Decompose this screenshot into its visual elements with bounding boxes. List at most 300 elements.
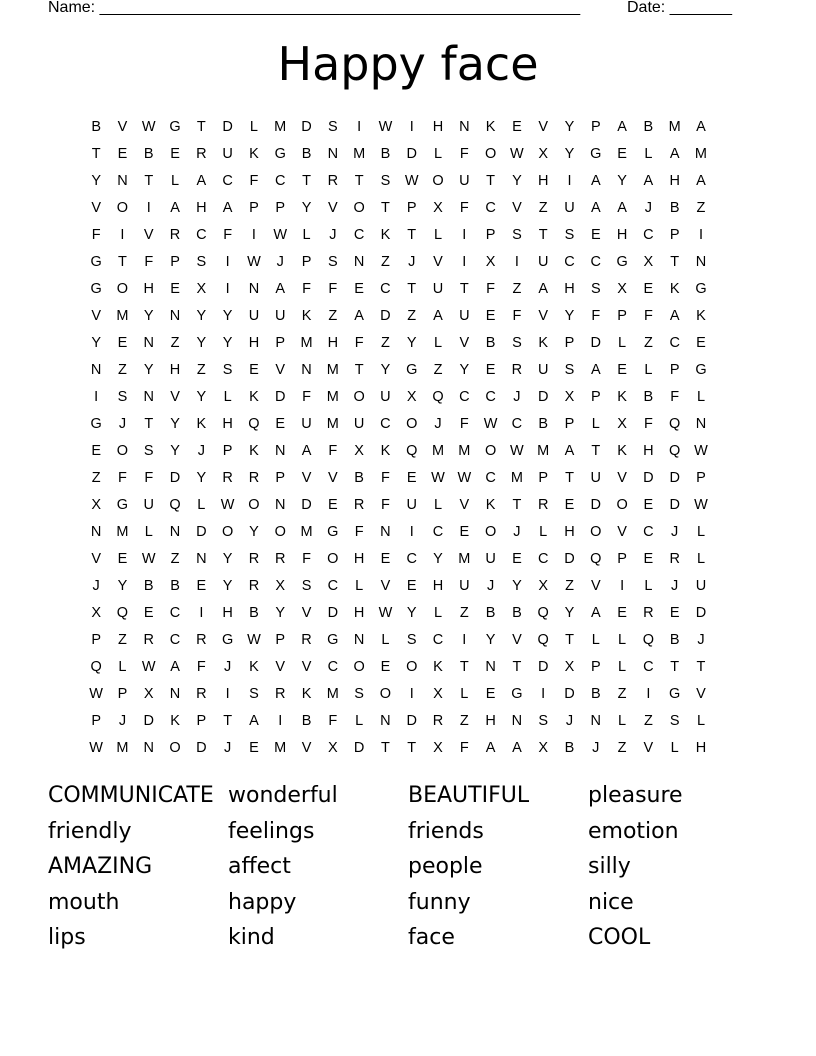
grid-letter[interactable]: F <box>302 281 311 297</box>
grid-letter[interactable]: E <box>643 497 654 513</box>
grid-letter[interactable]: R <box>353 497 365 513</box>
grid-letter[interactable]: W <box>273 227 288 243</box>
grid-letter[interactable]: E <box>485 362 496 378</box>
grid-letter[interactable]: E <box>196 578 207 594</box>
grid-letter[interactable]: C <box>169 632 181 648</box>
grid-letter[interactable]: L <box>618 659 627 675</box>
grid-letter[interactable]: Z <box>459 605 469 621</box>
grid-letter[interactable]: L <box>618 632 627 648</box>
grid-letter[interactable]: A <box>617 200 627 216</box>
grid-letter[interactable]: V <box>301 470 312 486</box>
grid-letter[interactable]: Y <box>196 308 207 324</box>
grid-letter[interactable]: N <box>274 497 286 513</box>
grid-letter[interactable]: E <box>696 335 706 351</box>
grid-letter[interactable]: K <box>301 686 312 702</box>
grid-letter[interactable]: V <box>512 632 522 648</box>
grid-letter[interactable]: C <box>327 659 339 675</box>
grid-letter[interactable]: J <box>197 443 205 459</box>
grid-letter[interactable]: P <box>196 713 207 729</box>
grid-letter[interactable]: O <box>353 659 365 675</box>
grid-letter[interactable]: S <box>512 335 522 351</box>
grid-letter[interactable]: S <box>301 578 312 594</box>
grid-letter[interactable]: Y <box>91 173 101 189</box>
grid-letter[interactable]: A <box>512 740 522 756</box>
grid-letter[interactable]: R <box>248 551 260 567</box>
grid-letter[interactable]: D <box>590 497 602 513</box>
grid-letter[interactable]: Y <box>301 200 312 216</box>
grid-letter[interactable]: Z <box>433 362 443 378</box>
grid-letter[interactable]: P <box>617 308 627 324</box>
grid-letter[interactable]: D <box>590 335 602 351</box>
grid-letter[interactable]: F <box>643 416 653 432</box>
grid-letter[interactable]: S <box>196 254 207 270</box>
grid-letter[interactable]: I <box>462 632 467 648</box>
grid-letter[interactable]: O <box>221 524 234 540</box>
grid-letter[interactable]: S <box>669 713 680 729</box>
grid-letter[interactable]: I <box>698 227 703 243</box>
grid-letter[interactable]: K <box>617 443 627 459</box>
grid-letter[interactable]: L <box>355 713 364 729</box>
grid-letter[interactable]: A <box>196 173 207 189</box>
grid-letter[interactable]: E <box>117 146 128 162</box>
grid-letter[interactable]: M <box>458 443 471 459</box>
grid-letter[interactable]: C <box>380 281 391 297</box>
grid-letter[interactable]: B <box>564 740 575 756</box>
grid-letter[interactable]: D <box>537 389 549 405</box>
grid-letter[interactable]: L <box>696 524 706 540</box>
grid-letter[interactable]: F <box>591 308 601 324</box>
grid-letter[interactable]: L <box>118 659 127 675</box>
grid-letter[interactable]: E <box>485 308 496 324</box>
grid-letter[interactable]: J <box>697 632 705 648</box>
grid-letter[interactable]: Y <box>433 551 443 567</box>
grid-letter[interactable]: L <box>197 497 206 513</box>
grid-letter[interactable]: H <box>669 173 680 189</box>
grid-letter[interactable]: C <box>643 524 654 540</box>
grid-letter[interactable]: O <box>116 200 129 216</box>
grid-letter[interactable]: S <box>354 686 364 702</box>
grid-letter[interactable]: C <box>459 389 470 405</box>
grid-letter[interactable]: T <box>223 713 233 729</box>
grid-letter[interactable]: I <box>409 524 414 540</box>
grid-letter[interactable]: J <box>92 578 100 594</box>
grid-letter[interactable]: B <box>170 578 180 594</box>
grid-letter[interactable]: F <box>459 200 469 216</box>
grid-letter[interactable]: V <box>301 605 312 621</box>
grid-letter[interactable]: K <box>380 443 391 459</box>
grid-letter[interactable]: N <box>169 308 181 324</box>
grid-letter[interactable]: K <box>249 443 259 459</box>
grid-letter[interactable]: R <box>301 632 312 648</box>
grid-letter[interactable]: V <box>275 659 286 675</box>
grid-letter[interactable]: J <box>513 524 521 540</box>
grid-letter[interactable]: F <box>328 443 338 459</box>
grid-letter[interactable]: J <box>671 524 679 540</box>
grid-letter[interactable]: H <box>695 740 707 756</box>
grid-letter[interactable]: L <box>302 227 311 243</box>
grid-letter[interactable]: G <box>90 281 102 297</box>
grid-letter[interactable]: Y <box>512 173 522 189</box>
grid-letter[interactable]: W <box>378 119 393 135</box>
grid-letter[interactable]: W <box>247 254 261 270</box>
grid-letter[interactable]: B <box>143 578 154 594</box>
grid-letter[interactable]: B <box>301 146 312 162</box>
grid-letter[interactable]: F <box>91 227 101 243</box>
grid-letter[interactable]: V <box>643 740 654 756</box>
grid-letter[interactable]: F <box>223 227 233 243</box>
grid-letter[interactable]: F <box>328 713 338 729</box>
grid-letter[interactable]: X <box>564 389 575 405</box>
grid-letter[interactable]: T <box>459 281 469 297</box>
grid-letter[interactable]: L <box>670 740 679 756</box>
grid-letter[interactable]: Y <box>170 443 180 459</box>
grid-letter[interactable]: T <box>354 362 364 378</box>
grid-letter[interactable]: Q <box>669 416 681 432</box>
grid-letter[interactable]: E <box>669 605 680 621</box>
grid-letter[interactable]: R <box>143 632 154 648</box>
grid-letter[interactable]: Q <box>669 443 681 459</box>
grid-letter[interactable]: Y <box>222 308 233 324</box>
grid-letter[interactable]: Z <box>91 470 101 486</box>
grid-letter[interactable]: K <box>538 335 549 351</box>
grid-letter[interactable]: U <box>301 416 312 432</box>
grid-letter[interactable]: W <box>457 470 472 486</box>
grid-letter[interactable]: Q <box>642 632 655 648</box>
grid-letter[interactable]: Y <box>275 605 286 621</box>
grid-letter[interactable]: P <box>617 551 627 567</box>
grid-letter[interactable]: I <box>146 200 151 216</box>
grid-letter[interactable]: Z <box>170 335 180 351</box>
grid-letter[interactable]: I <box>94 389 99 405</box>
grid-letter[interactable]: H <box>222 605 233 621</box>
grid-letter[interactable]: D <box>669 470 680 486</box>
grid-letter[interactable]: Z <box>328 308 338 324</box>
grid-letter[interactable]: K <box>301 308 312 324</box>
grid-letter[interactable]: S <box>538 713 549 729</box>
grid-letter[interactable]: X <box>91 497 101 513</box>
grid-letter[interactable]: P <box>696 470 706 486</box>
grid-letter[interactable]: U <box>380 389 391 405</box>
grid-letter[interactable]: N <box>327 146 339 162</box>
grid-letter[interactable]: M <box>668 119 681 135</box>
grid-letter[interactable]: Q <box>406 443 418 459</box>
grid-letter[interactable]: T <box>512 659 522 675</box>
grid-letter[interactable]: Z <box>643 713 653 729</box>
grid-letter[interactable]: F <box>302 389 311 405</box>
grid-letter[interactable]: C <box>274 173 286 189</box>
grid-letter[interactable]: V <box>459 497 470 513</box>
grid-letter[interactable]: U <box>590 470 602 486</box>
grid-letter[interactable]: K <box>485 119 496 135</box>
grid-letter[interactable]: V <box>459 335 470 351</box>
grid-letter[interactable]: S <box>222 362 233 378</box>
grid-letter[interactable]: Y <box>380 362 391 378</box>
grid-letter[interactable]: N <box>353 254 365 270</box>
grid-letter[interactable]: B <box>91 119 101 135</box>
grid-letter[interactable]: Y <box>564 308 575 324</box>
grid-letter[interactable]: V <box>696 686 706 702</box>
grid-letter[interactable]: V <box>538 308 549 324</box>
grid-letter[interactable]: J <box>224 659 232 675</box>
grid-letter[interactable]: D <box>301 119 312 135</box>
grid-letter[interactable]: P <box>564 416 575 432</box>
grid-letter[interactable]: N <box>169 686 181 702</box>
grid-letter[interactable]: E <box>249 740 259 756</box>
grid-letter[interactable]: C <box>222 173 233 189</box>
grid-letter[interactable]: V <box>380 578 391 594</box>
grid-letter[interactable]: E <box>117 551 128 567</box>
grid-letter[interactable]: Z <box>617 686 627 702</box>
grid-letter[interactable]: S <box>380 173 391 189</box>
grid-letter[interactable]: I <box>251 227 256 243</box>
grid-letter[interactable]: R <box>511 362 523 378</box>
grid-letter[interactable]: M <box>274 119 287 135</box>
grid-letter[interactable]: T <box>407 740 417 756</box>
grid-letter[interactable]: A <box>696 119 706 135</box>
grid-letter[interactable]: W <box>694 497 708 513</box>
grid-letter[interactable]: S <box>117 389 128 405</box>
grid-letter[interactable]: V <box>143 227 154 243</box>
grid-letter[interactable]: G <box>274 146 286 162</box>
grid-letter[interactable]: D <box>222 119 233 135</box>
grid-letter[interactable]: T <box>670 254 680 270</box>
grid-letter[interactable]: T <box>670 659 680 675</box>
grid-letter[interactable]: B <box>485 335 496 351</box>
grid-letter[interactable]: G <box>669 686 681 702</box>
grid-letter[interactable]: Y <box>406 335 417 351</box>
grid-letter[interactable]: F <box>302 551 311 567</box>
grid-letter[interactable]: M <box>326 686 339 702</box>
grid-letter[interactable]: T <box>196 119 206 135</box>
grid-letter[interactable]: F <box>118 470 127 486</box>
grid-letter[interactable]: L <box>618 335 627 351</box>
grid-letter[interactable]: T <box>407 227 417 243</box>
grid-letter[interactable]: H <box>485 713 496 729</box>
grid-letter[interactable]: X <box>617 416 627 432</box>
grid-letter[interactable]: K <box>669 281 680 297</box>
grid-letter[interactable]: G <box>90 254 102 270</box>
grid-letter[interactable]: C <box>590 254 602 270</box>
grid-letter[interactable]: Q <box>90 659 102 675</box>
grid-letter[interactable]: A <box>538 281 549 297</box>
grid-letter[interactable]: D <box>196 740 207 756</box>
grid-letter[interactable]: T <box>565 470 574 486</box>
grid-letter[interactable]: L <box>249 119 258 135</box>
grid-letter[interactable]: W <box>431 470 445 486</box>
grid-letter[interactable]: F <box>144 254 154 270</box>
grid-letter[interactable]: E <box>590 227 601 243</box>
grid-letter[interactable]: O <box>590 524 602 540</box>
grid-letter[interactable]: E <box>143 605 154 621</box>
grid-letter[interactable]: S <box>512 227 522 243</box>
grid-letter[interactable]: C <box>432 632 444 648</box>
grid-letter[interactable]: E <box>91 443 101 459</box>
grid-letter[interactable]: C <box>643 227 654 243</box>
grid-letter[interactable]: M <box>537 443 550 459</box>
grid-letter[interactable]: F <box>459 146 469 162</box>
grid-letter[interactable]: G <box>169 119 181 135</box>
grid-letter[interactable]: B <box>512 605 522 621</box>
grid-letter[interactable]: Y <box>196 470 207 486</box>
grid-letter[interactable]: T <box>144 173 154 189</box>
grid-letter[interactable]: I <box>462 254 467 270</box>
grid-letter[interactable]: Y <box>222 551 233 567</box>
grid-letter[interactable]: X <box>538 578 549 594</box>
grid-letter[interactable]: Y <box>485 632 496 648</box>
grid-letter[interactable]: Z <box>565 578 574 594</box>
grid-letter[interactable]: N <box>380 524 391 540</box>
grid-letter[interactable]: N <box>117 173 128 189</box>
grid-letter[interactable]: A <box>249 713 259 729</box>
grid-letter[interactable]: T <box>696 659 706 675</box>
grid-letter[interactable]: S <box>143 443 154 459</box>
grid-letter[interactable]: F <box>249 173 259 189</box>
grid-letter[interactable]: E <box>617 362 627 378</box>
grid-letter[interactable]: Y <box>143 308 154 324</box>
grid-letter[interactable]: M <box>116 524 129 540</box>
grid-letter[interactable]: B <box>669 632 680 648</box>
grid-letter[interactable]: C <box>196 227 207 243</box>
grid-letter[interactable]: X <box>143 686 154 702</box>
grid-letter[interactable]: J <box>671 578 679 594</box>
grid-letter[interactable]: A <box>170 659 180 675</box>
grid-letter[interactable]: I <box>120 227 125 243</box>
grid-letter[interactable]: W <box>220 497 235 513</box>
grid-letter[interactable]: V <box>617 470 627 486</box>
grid-letter[interactable]: P <box>170 254 180 270</box>
grid-letter[interactable]: E <box>617 605 627 621</box>
grid-letter[interactable]: S <box>590 281 601 297</box>
grid-letter[interactable]: R <box>222 470 233 486</box>
grid-letter[interactable]: R <box>196 146 207 162</box>
grid-letter[interactable]: L <box>696 551 706 567</box>
grid-letter[interactable]: L <box>460 686 469 702</box>
grid-letter[interactable]: N <box>143 335 154 351</box>
grid-letter[interactable]: T <box>302 173 311 189</box>
grid-letter[interactable]: U <box>274 308 286 324</box>
grid-letter[interactable]: T <box>144 416 154 432</box>
grid-letter[interactable]: K <box>380 227 391 243</box>
grid-letter[interactable]: N <box>274 443 286 459</box>
grid-letter[interactable]: Z <box>170 551 180 567</box>
grid-letter[interactable]: Z <box>617 740 627 756</box>
grid-letter[interactable]: O <box>406 416 418 432</box>
grid-letter[interactable]: O <box>116 443 129 459</box>
grid-letter[interactable]: N <box>380 713 391 729</box>
grid-letter[interactable]: E <box>117 335 128 351</box>
grid-letter[interactable]: I <box>409 686 414 702</box>
grid-letter[interactable]: V <box>91 308 101 324</box>
grid-letter[interactable]: J <box>513 389 521 405</box>
grid-letter[interactable]: N <box>353 632 365 648</box>
grid-letter[interactable]: T <box>459 659 469 675</box>
grid-letter[interactable]: T <box>91 146 101 162</box>
grid-letter[interactable]: V <box>301 659 312 675</box>
grid-letter[interactable]: E <box>643 281 654 297</box>
grid-letter[interactable]: C <box>327 578 339 594</box>
grid-letter[interactable]: O <box>432 173 444 189</box>
grid-letter[interactable]: P <box>564 335 575 351</box>
grid-letter[interactable]: A <box>564 443 575 459</box>
grid-letter[interactable]: W <box>89 740 103 756</box>
grid-letter[interactable]: P <box>485 227 496 243</box>
grid-letter[interactable]: P <box>275 335 286 351</box>
grid-letter[interactable]: F <box>328 281 338 297</box>
grid-letter[interactable]: Y <box>406 605 417 621</box>
grid-letter[interactable]: M <box>458 551 471 567</box>
grid-letter[interactable]: B <box>301 713 312 729</box>
grid-letter[interactable]: L <box>591 416 600 432</box>
grid-letter[interactable]: K <box>249 659 259 675</box>
grid-letter[interactable]: J <box>565 713 574 729</box>
grid-letter[interactable]: J <box>329 227 337 243</box>
grid-letter[interactable]: F <box>670 389 680 405</box>
grid-letter[interactable]: G <box>511 686 523 702</box>
grid-letter[interactable]: W <box>694 443 708 459</box>
grid-letter[interactable]: D <box>196 524 207 540</box>
grid-letter[interactable]: F <box>486 281 496 297</box>
grid-letter[interactable]: M <box>694 146 708 162</box>
grid-letter[interactable]: H <box>248 335 260 351</box>
grid-letter[interactable]: Y <box>222 578 233 594</box>
grid-letter[interactable]: F <box>354 335 364 351</box>
grid-letter[interactable]: U <box>459 578 470 594</box>
grid-letter[interactable]: U <box>353 416 365 432</box>
grid-letter[interactable]: T <box>380 200 390 216</box>
grid-letter[interactable]: S <box>406 632 417 648</box>
grid-letter[interactable]: K <box>617 389 627 405</box>
grid-letter[interactable]: D <box>564 551 575 567</box>
grid-letter[interactable]: B <box>380 146 391 162</box>
grid-letter[interactable]: P <box>590 119 601 135</box>
grid-letter[interactable]: K <box>170 713 180 729</box>
word-search-grid[interactable] <box>83 114 733 762</box>
grid-letter[interactable]: U <box>537 362 549 378</box>
grid-letter[interactable]: G <box>327 524 339 540</box>
grid-letter[interactable]: H <box>564 281 575 297</box>
grid-letter[interactable]: E <box>170 281 180 297</box>
grid-letter[interactable]: Z <box>459 713 469 729</box>
grid-letter[interactable]: T <box>118 254 127 270</box>
grid-letter[interactable]: I <box>278 713 283 729</box>
grid-letter[interactable]: A <box>222 200 233 216</box>
grid-letter[interactable]: Q <box>537 605 549 621</box>
grid-letter[interactable]: Y <box>170 416 180 432</box>
grid-letter[interactable]: E <box>485 686 496 702</box>
grid-letter[interactable]: M <box>300 335 313 351</box>
grid-letter[interactable]: B <box>643 389 654 405</box>
name-field-label[interactable]: Name: ______________________________________________________ <box>48 0 581 16</box>
grid-letter[interactable]: L <box>433 227 443 243</box>
grid-letter[interactable]: H <box>616 227 628 243</box>
grid-letter[interactable]: A <box>590 605 601 621</box>
grid-letter[interactable]: E <box>564 497 575 513</box>
grid-letter[interactable]: X <box>327 740 338 756</box>
grid-letter[interactable]: T <box>512 497 522 513</box>
grid-letter[interactable]: L <box>644 146 653 162</box>
grid-letter[interactable]: M <box>116 308 129 324</box>
grid-letter[interactable]: L <box>644 578 653 594</box>
grid-letter[interactable]: L <box>381 632 390 648</box>
grid-letter[interactable]: Y <box>564 605 575 621</box>
grid-letter[interactable]: F <box>643 308 653 324</box>
grid-letter[interactable]: O <box>327 551 339 567</box>
grid-letter[interactable]: U <box>222 146 233 162</box>
grid-letter[interactable]: V <box>91 200 101 216</box>
grid-letter[interactable]: I <box>620 578 625 594</box>
grid-letter[interactable]: D <box>537 659 549 675</box>
grid-letter[interactable]: R <box>537 497 549 513</box>
